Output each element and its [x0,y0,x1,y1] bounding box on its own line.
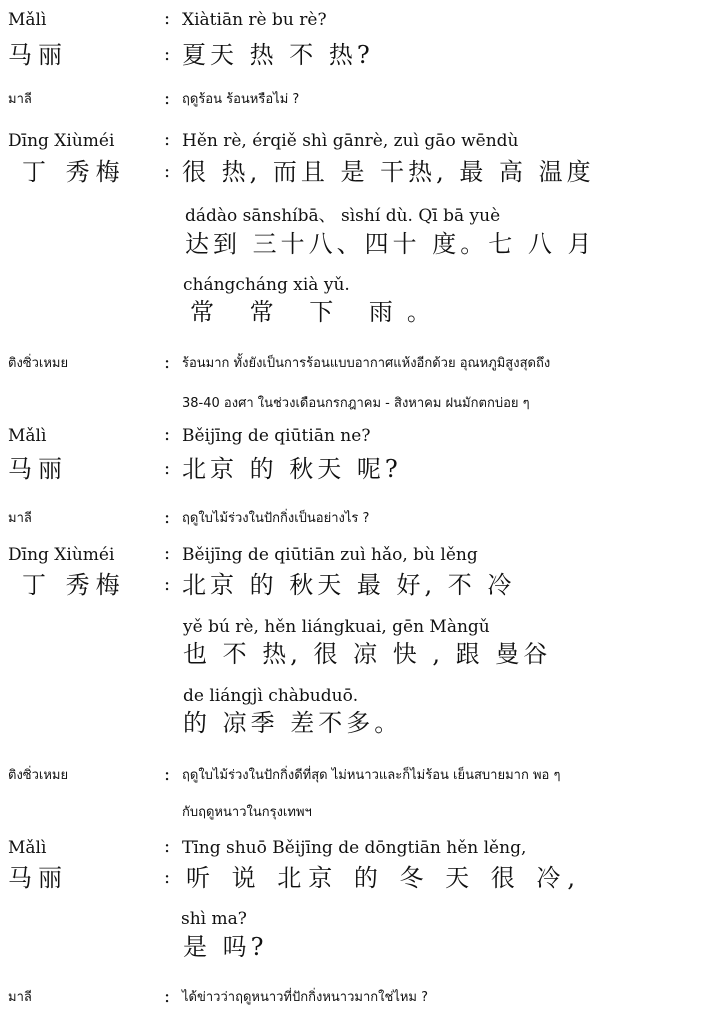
colon: : [164,88,171,109]
line-pinyin: chángcháng xià yǔ. [183,275,350,295]
colon: : [164,352,171,373]
line-hanzi: 是 吗? [183,933,268,961]
line-pinyin: de liángjì chàbuduō. [183,686,359,706]
colon: : [164,574,171,595]
line-pinyin: Běijīng de qiūtiān zuì hǎo, bù lěng [182,545,478,565]
colon: : [164,836,171,857]
speaker-mali-thai: มาลี [8,92,32,107]
speaker-ding-thai: ติงซิ่วเหมย [8,356,69,371]
speaker-mali-thai: มาลี [8,511,32,526]
colon: : [164,8,171,29]
speaker-ding-thai: ติงซิ่วเหมย [8,768,69,783]
speaker-ding-pinyin: Dīng Xiùméi [8,131,115,151]
line-thai: ได้ข่าวว่าฤดูหนาวที่ปักกิ่งหนาวมากใช่ไหม ? [182,990,429,1005]
colon: : [164,543,171,564]
line-hanzi: 北京 的 秋天 呢? [182,455,402,483]
speaker-mali-pinyin: Mǎlì [8,426,47,446]
line-pinyin: yě bú rè, hěn liángkuai, gēn Màngǔ [183,617,490,637]
line-pinyin: dádào sānshíbā、 sìshí dù. Qī bā yuè [185,206,501,226]
colon: : [164,458,171,479]
speaker-mali-hanzi: 马丽 [8,864,68,892]
speaker-mali-thai: มาลี [8,990,32,1005]
colon: : [164,507,171,528]
line-thai: ฤดูร้อน ร้อนหรือไม่ ? [182,92,300,107]
line-pinyin: shì ma? [181,909,247,929]
line-hanzi: 达到 三十八、四十 度。七 八 月 [185,230,596,258]
line-hanzi: 北京 的 秋天 最 好, 不 冷 [182,571,516,599]
colon: : [164,986,171,1007]
line-pinyin: Běijīng de qiūtiān ne? [182,426,371,446]
colon: : [164,161,171,182]
colon: : [164,867,171,888]
line-pinyin: Tīng shuō Běijīng de dōngtiān hěn lěng, [182,838,527,858]
line-hanzi: 也 不 热, 很 凉 快 , 跟 曼谷 [183,640,552,668]
colon: : [164,44,171,65]
line-thai: ร้อนมาก ทั้งยังเป็นการร้อนแบบอากาศแห้งอีกด้วย อุณหภูมิสูงสุดถึง [182,356,551,371]
speaker-ding-hanzi: 丁 秀梅 [22,158,126,186]
speaker-ding-pinyin: Dīng Xiùméi [8,545,115,565]
line-pinyin: Hěn rè, érqiě shì gānrè, zuì gāo wēndù [182,131,519,151]
line-hanzi: 常 常 下 雨。 [190,298,445,326]
speaker-mali-hanzi: 马丽 [8,455,68,483]
line-hanzi: 夏天 热 不 热? [182,41,374,69]
line-pinyin: Xiàtiān rè bu rè? [182,10,327,30]
speaker-ding-hanzi: 丁 秀梅 [22,571,126,599]
line-hanzi: 的 凉季 差不多。 [183,709,403,737]
speaker-mali-pinyin: Mǎlì [8,838,47,858]
colon: : [164,424,171,445]
colon: : [164,764,171,785]
line-thai: ฤดูใบไม้ร่วงในปักกิ่งดีที่สุด ไม่หนาวและก็ไม่ร้อน เย็นสบายมาก พอ ๆ [182,768,561,783]
line-thai: ฤดูใบไม้ร่วงในปักกิ่งเป็นอย่างไร ? [182,511,370,526]
speaker-mali-hanzi: 马丽 [8,41,68,69]
line-thai: 38-40 องศา ในช่วงเดือนกรกฎาคม - สิงหาคม ฝนมักตกบ่อย ๆ [182,396,530,411]
line-hanzi: 很 热, 而且 是 干热, 最 高 温度 [182,158,595,186]
line-hanzi: 听 说 北京 的 冬 天 很 冷, [186,864,583,892]
speaker-mali-pinyin: Mǎlì [8,10,47,30]
line-thai: กับฤดูหนาวในกรุงเทพฯ [182,805,312,820]
colon: : [164,129,171,150]
